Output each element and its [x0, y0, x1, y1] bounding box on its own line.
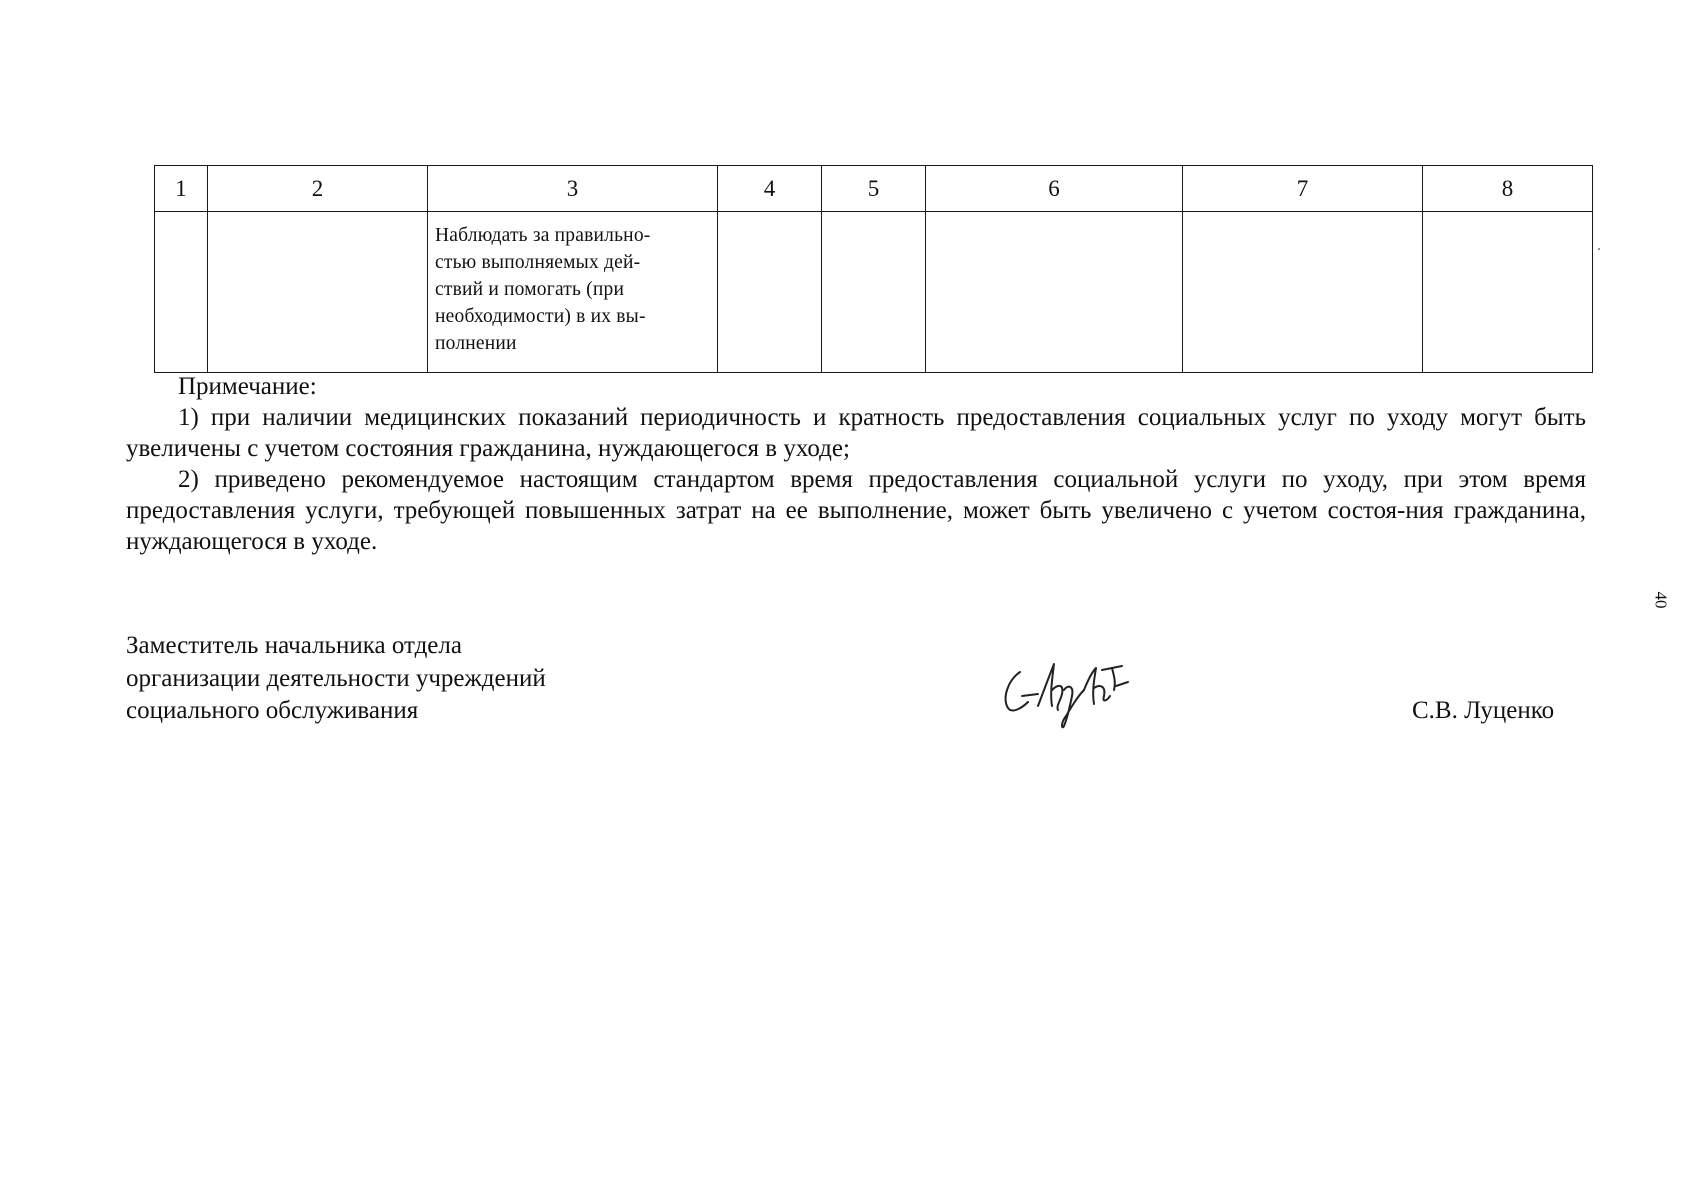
table-cell: [155, 212, 208, 373]
scan-speck: [1598, 248, 1600, 250]
signatory-position-line: Заместитель начальника отдела: [126, 632, 462, 659]
column-header: 4: [718, 166, 822, 212]
column-header: 5: [822, 166, 926, 212]
signatory-position-line: социального обслуживания: [126, 697, 419, 724]
activity-line: ствий и помогать (при: [435, 279, 625, 300]
signatory-name: С.В. Луценко: [1412, 697, 1555, 724]
table-cell: [1423, 212, 1593, 373]
notes-heading: Примечание:: [178, 373, 317, 400]
column-header: 1: [155, 166, 208, 212]
activity-line: необходимости) в их вы-: [435, 306, 646, 327]
signatory-position-line: организации деятельности учреждений: [126, 664, 546, 692]
table-cell: [718, 212, 822, 373]
table-cell: [208, 212, 428, 373]
table-cell: [822, 212, 926, 373]
activity-line: Наблюдать за правильно-: [435, 225, 651, 246]
notes-section: [126, 371, 1586, 557]
page-number: 40: [1651, 591, 1671, 609]
table-row: [155, 212, 1593, 373]
services-table: [154, 165, 1593, 373]
table-cell: [926, 212, 1183, 373]
activity-line: стью выполняемых дей-: [435, 252, 641, 273]
column-header: 8: [1423, 166, 1593, 212]
column-header: 7: [1183, 166, 1423, 212]
note-item: 1) при наличии медицинских показаний периодичность и кратность предоставления социальных услуг по уходу могут быть увеличены с учетом состояния гражданина, нуждающегося в уходе;: [126, 404, 1586, 462]
note-item: 2) приведено рекомендуемое настоящим стандартом время предоставления социальной услуги по уходу, при этом время предоставления услуги, требующей повышенных затрат на ее выполнение, может быть увеличено с учетом состоя-ния гражданина, нуждающегося в уходе.: [126, 466, 1586, 555]
column-header: 2: [208, 166, 428, 212]
table-cell-activity: [428, 212, 718, 373]
activity-description: [428, 212, 717, 357]
column-header: 3: [428, 166, 718, 212]
handwritten-signature: [998, 650, 1138, 730]
table-cell: [1183, 212, 1423, 373]
activity-line: полнении: [435, 333, 517, 354]
table-header-row: [155, 166, 1593, 212]
signatory-position: [126, 630, 546, 728]
column-header: 6: [926, 166, 1183, 212]
